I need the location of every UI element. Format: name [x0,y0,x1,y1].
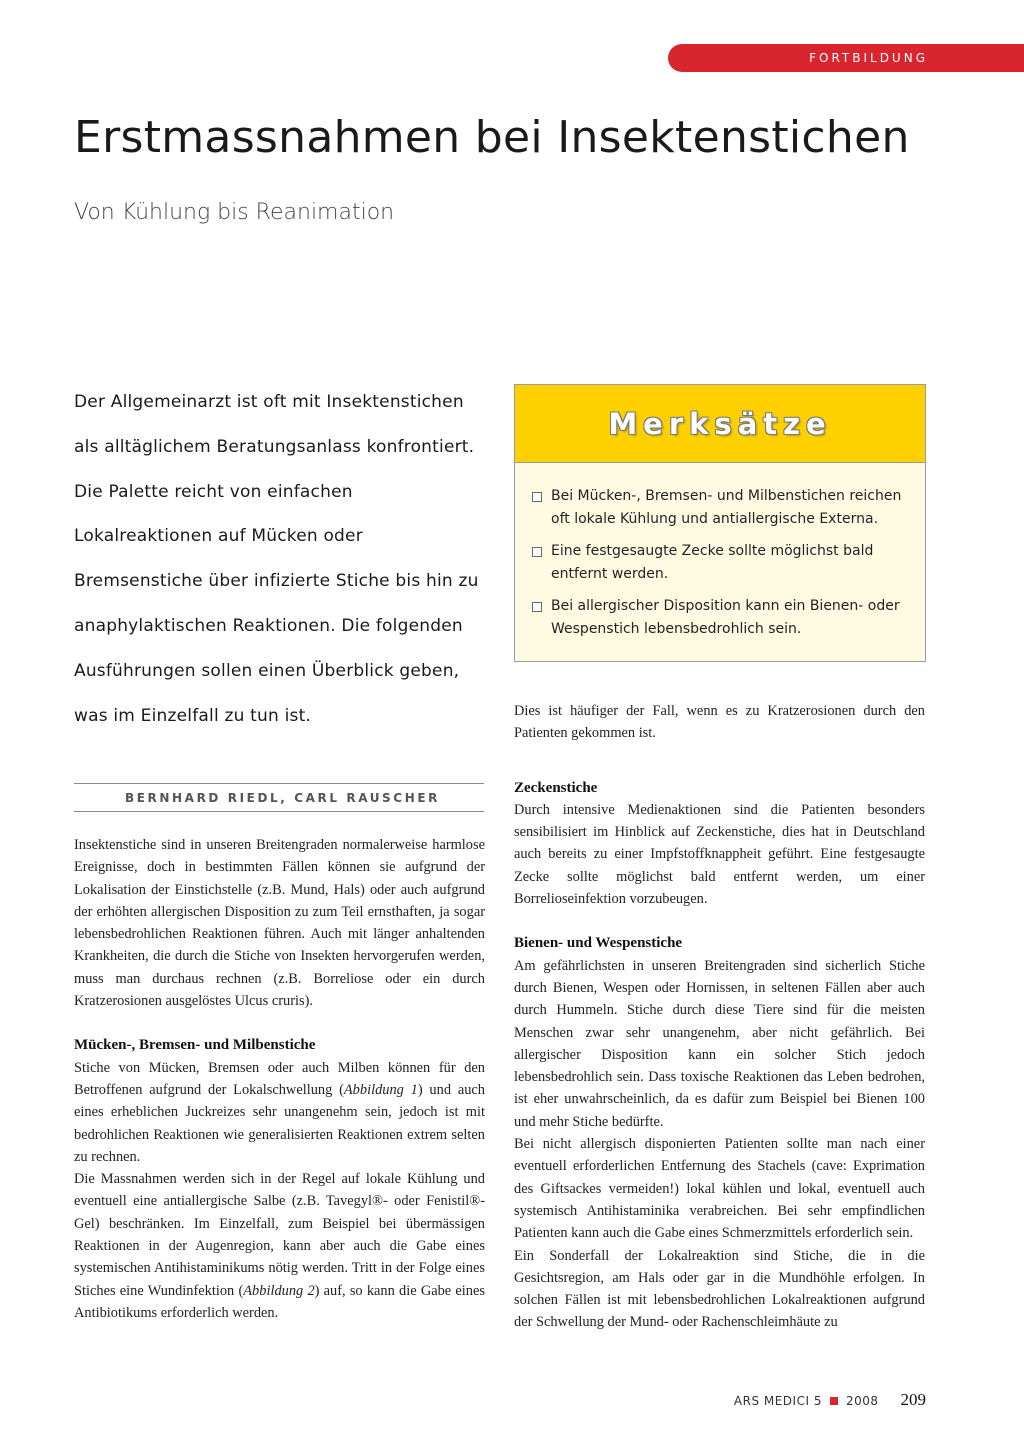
key-points-box [514,384,926,662]
checkbox-bullet-icon [532,492,542,502]
key-points-header [515,385,925,463]
continuation-paragraph: Dies ist häufiger der Fall, wenn es zu Kratzerosionen durch den Patienten gekommen ist. [514,703,925,742]
key-point-item [530,485,909,531]
body-paragraph: Bei nicht allergisch disponierten Patienten sollte man nach einer eventuell erforderlichen Entfernung des Stachels (cave: Exprimation des Giftsackes vermeiden!) lokal kühlen und lokal, eventuell auch systemisch Antihistaminika verabreichen. Bei sehr empfindlichen Patienten kann auch die Gabe eines Schmerzmittels erforderlich sein. [514,1136,925,1242]
byline-block [74,783,484,812]
figure-reference: Abbildung 1 [343,1081,418,1098]
key-point-text: Eine festgesaugte Zecke sollte möglichst bald entfernt werden. [551,543,874,582]
body-paragraph: Durch intensive Medienaktionen sind die Patienten besonders sensibilisiert im Hinblick auf Zeckenstiche, dies hat in Deutschland auch bereits zu einer Impfstoffknappheit geführt. Eine festgesaugte Zecke sollte möglichst bald entfernt werden, um einer Borrelioseinfektion vorzubeugen. [514,801,925,908]
section-heading-ticks: Zeckenstiche [514,779,598,796]
magazine-name: ARS MEDICI 5 [733,1394,822,1408]
body-text: Stiche von Mücken, Bremsen oder auch Milben können für den Betroffenen aufgrund der Lokalschwellung ( [74,1059,485,1098]
intro-paragraph: Insektenstiche sind in unseren Breitengraden normalerweise harmlose Ereignisse, doch in bestimmten Fällen können sie aufgrund der Lokalisation der Einstichstelle (z.B. Mund, Hals) oder auch aufgrund der erhöhten allergischen Disposition zu zum Teil ernsthaften, ja sogar lebensbedrohlichen Reaktionen führen. Auch mit länger anhaltenden Krankheiten, die durch die Stiche von Insekten hervorgerufen werden, muss man durchaus rechnen (z.B. Borreliose oder ein durch Kratzerosionen ausgelöstes Ulcus cruris). [74,837,485,1010]
key-point-item [530,595,909,641]
issue-year: 2008 [845,1394,879,1408]
key-points-list [515,463,925,641]
lead-paragraph: Der Allgemeinarzt ist oft mit Insektenstichen als alltäglichem Beratungsanlass konfrontiert. Die Palette reicht von einfachen Lokalreaktionen auf Mücken oder Bremsenstiche über infizierte Stiche bis hin zu anaphylaktischen Reaktionen. Die folgenden Ausführungen sollen einen Überblick geben, was im Einzelfall zu tun ist. [74,392,479,726]
key-point-text: Bei allergischer Disposition kann ein Bienen- oder Wespenstich lebensbedrohlich sein. [551,598,900,637]
key-points-title: Merksätze [608,406,832,441]
authors-byline: BERNHARD RIEDL, CARL RAUSCHER [125,791,440,805]
body-paragraph [74,1057,485,1168]
checkbox-bullet-icon [532,602,542,612]
figure-reference: Abbildung 2 [243,1282,315,1299]
body-text: ) und auch eines erheblichen Juckreizes sehr unangenehm sein, jedoch ist mit bedrohlichen Reaktionen wie generalisierten Reaktionen extrem selten zu rechnen. [74,1081,485,1165]
section-rubric: FORTBILDUNG [668,44,1024,72]
left-text-column [74,834,485,1324]
body-paragraph [74,1168,485,1324]
section-heading-mosquito: Mücken-, Bremsen- und Milbenstiche [74,1037,316,1054]
body-paragraph: Am gefährlichsten in unseren Breitengraden sind sicherlich Stiche durch Bienen, Wespen oder Hornissen, in seltenen Fällen aber auch durch Hummeln. Stiche durch diese Tiere sind für die meisten Menschen zwar sehr unangenehm, aber nicht gefährlich. Bei allergischer Disposition kann ein solcher Stich jedoch lebensbedrohlich sein. Dass toxische Reaktionen das Leben bedrohen, ist eher unwahrscheinlich, da es dafür zum Beispiel bei Bienen 100 und mehr Stiche bedürfte. [514,957,925,1130]
key-point-item [530,540,909,586]
right-text-column [514,700,925,1334]
article-subtitle: Von Kühlung bis Reanimation [74,200,395,225]
section-heading-bees: Bienen- und Wespenstiche [514,935,683,952]
checkbox-bullet-icon [532,547,542,557]
red-square-icon [830,1397,838,1405]
page-footer [734,1390,926,1410]
page-number: 209 [900,1390,926,1409]
byline-rule-bottom [74,811,484,812]
key-point-text: Bei Mücken-, Bremsen- und Milbenstichen reichen oft lokale Kühlung und antiallergische Externa. [551,488,902,527]
article-title: Erstmassnahmen bei Insektenstichen [74,112,910,163]
body-text: ) auf, so kann die Gabe eines Antibiotikums erforderlich werden. [74,1282,485,1321]
body-text: Die Massnahmen werden sich in der Regel auf lokale Kühlung und eventuell eine antiallergische Salbe (z.B. Tavegyl®- oder Fenistil®-Gel) beschränken. Im Einzelfall, zum Beispiel bei übermässigen Reaktionen in der Augenregion, kann aber auch die Gabe eines systemischen Antihistaminikums nötig werden. Tritt in der Folge eines Stiches eine Wundinfektion ( [74,1171,485,1299]
body-paragraph: Ein Sonderfall der Lokalreaktion sind Stiche, die in die Gesichtsregion, am Hals oder gar in die Mundhöhle erfolgen. In solchen Fällen ist mit lebensbedrohlichen Lokalreaktionen aufgrund der Schwellung der Mund- oder Rachenschleimhäute zu [514,1247,925,1331]
